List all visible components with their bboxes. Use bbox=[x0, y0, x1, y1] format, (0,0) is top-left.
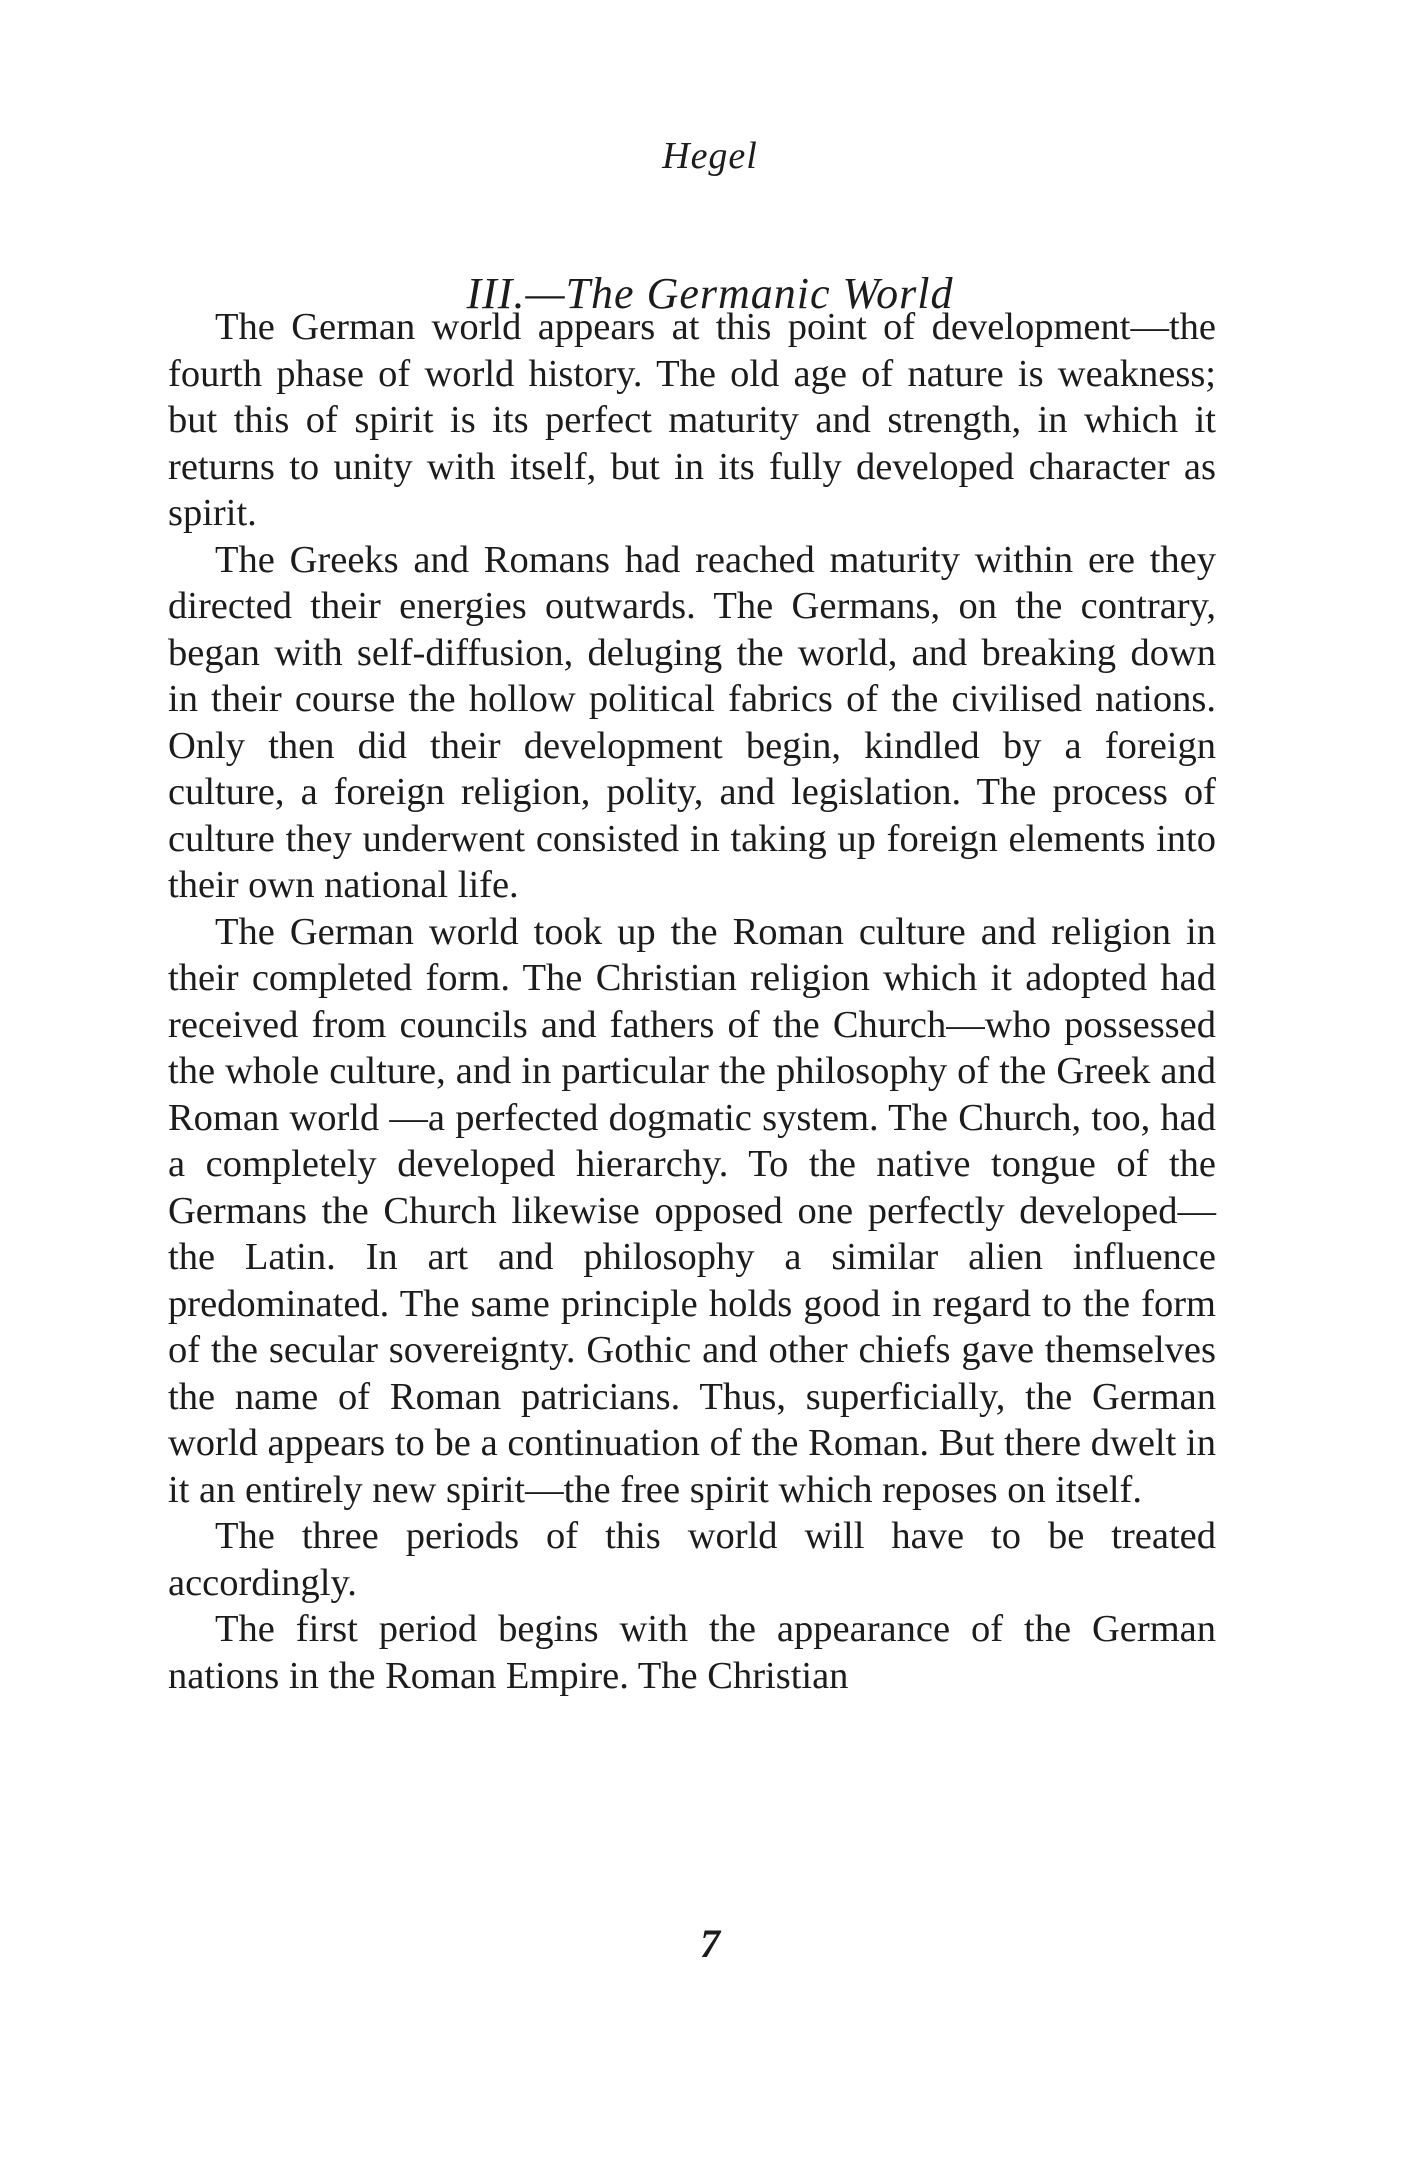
paragraph-1: The German world appears at this point of development—the fourth phase of world history. The old age of nature is weakness; but this of spirit is its perfect maturity and strength, in which it returns to unity with itself, but in its fully developed character as spirit. bbox=[168, 306, 1216, 534]
paragraph-4: The three periods of this world will have to be treated accordingly. bbox=[168, 1515, 1216, 1604]
paragraph-2: The Greeks and Romans had reached maturity within ere they directed their energies outwards. The Germans, on the contrary, began with self-diffusion, deluging the world, and breaking down in their course the hollow political fabrics of the civilised nations. Only then did their development begin, kindled by a foreign culture, a foreign religion, polity, and legislation. The process of culture they underwent consisted in taking up foreign elements into their own national life. bbox=[168, 538, 1216, 906]
page-number: 7 bbox=[700, 1921, 720, 1966]
paragraph-3: The German world took up the Roman culture and religion in their completed form. The Christian religion which it adopted had received from councils and fathers of the Church—who possessed the whole culture, and in particular the philosophy of the Greek and Roman world —a perfected dogmatic system. The Church, too, had a completely developed hierarchy. To the native tongue of the Germans the Church likewise opposed one perfectly developed—the Latin. In art and philosophy a similar alien influence predominated. The same principle holds good in regard to the form of the secular sovereignty. Gothic and other chiefs gave themselves the name of Roman patricians. Thus, superficially, the German world appears to be a continuation of the Roman. But there dwelt in it an entirely new spirit—the free spirit which reposes on itself. bbox=[168, 910, 1216, 1511]
running-head: Hegel bbox=[662, 135, 758, 177]
body-text bbox=[168, 304, 1216, 1699]
paragraph-5: The first period begins with the appearance of the German nations in the Roman Empire. The Christian bbox=[168, 1608, 1216, 1697]
chapter-title: III.—The Germanic World bbox=[466, 269, 954, 318]
